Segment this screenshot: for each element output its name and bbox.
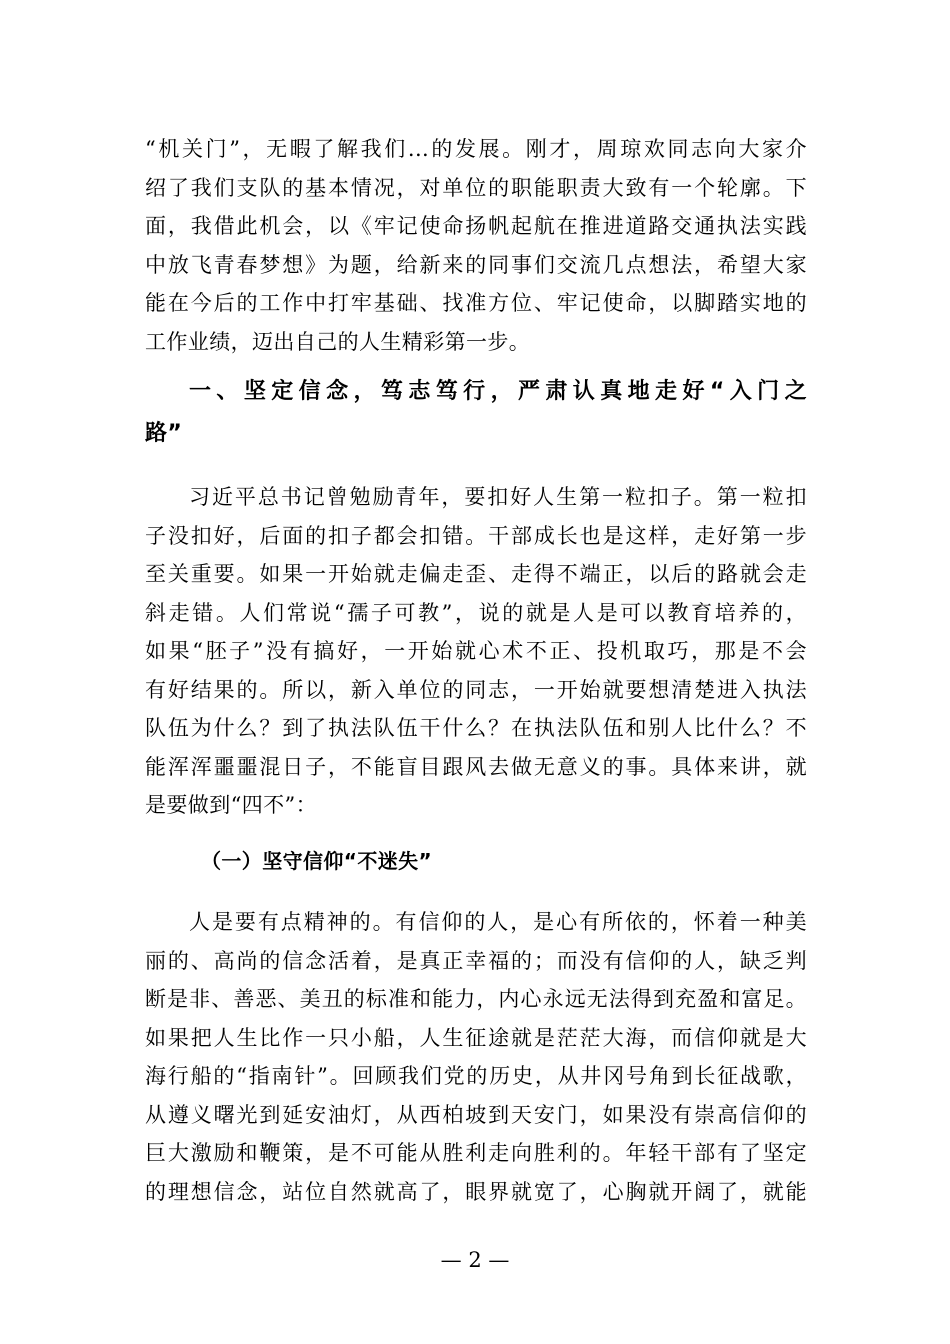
page-number: — 2 — (440, 1248, 510, 1272)
text-line: 如果把人生比作一只小船，人生征途就是茫茫大海，而信仰就是大 (145, 1025, 807, 1050)
heading-line: 一、坚定信念，笃志笃行，严肃认真地走好“入门之 (189, 379, 807, 404)
text-line: 人是要有点精神的。有信仰的人，是心有所依的，怀着一种美 (189, 910, 807, 934)
text-line: 斜走错。人们常说“孺子可教”，说的就是人是可以教育培养的， (145, 600, 807, 625)
heading-line: 路” (145, 421, 183, 446)
subsection-heading-1 (145, 842, 807, 881)
text-line: 有好结果的。所以，新入单位的同志，一开始就要想清楚进入执法 (145, 677, 807, 702)
text-line: 至关重要。如果一开始就走偏走歪、走得不端正，以后的路就会走 (145, 562, 807, 586)
text-line: 海行船的“指南针”。回顾我们党的历史，从井冈号角到长征战歌， (145, 1064, 807, 1088)
text-line: 中放飞青春梦想》为题，给新来的同事们交流几点想法，希望大家 (145, 252, 807, 277)
text-line: 丽的、高尚的信念活着，是真正幸福的；而没有信仰的人，缺乏判 (145, 948, 807, 973)
text-line: 子没扣好，后面的扣子都会扣错。干部成长也是这样，走好第一步 (145, 523, 807, 548)
heading-line: （一）坚守信仰“不迷失” (201, 849, 433, 873)
text-line: 能在今后的工作中打牢基础、找准方位、牢记使命，以脚踏实地的 (145, 291, 807, 315)
text-line: 从遵义曙光到延安油灯，从西柏坡到天安门，如果没有崇高信仰的 (145, 1102, 807, 1127)
subsection-1-paragraph (145, 903, 807, 1211)
text-line: 是要做到“四不”： (145, 793, 318, 817)
text-line: 的理想信念，站位自然就高了，眼界就宽了，心胸就开阔了，就能 (145, 1179, 807, 1204)
text-line: 面，我借此机会，以《牢记使命扬帆起航在推进道路交通执法实践 (145, 214, 807, 238)
text-line: 队伍为什么？到了执法队伍干什么？在执法队伍和别人比什么？不 (145, 716, 807, 740)
section-heading-1 (145, 371, 807, 455)
text-line: 巨大激励和鞭策，是不可能从胜利走向胜利的。年轻干部有了坚定 (145, 1141, 807, 1165)
text-line: 绍了我们支队的基本情况，对单位的职能职责大致有一个轮廓。下 (145, 175, 807, 200)
text-line: “机关门”，无暇了解我们...的发展。刚才，周琼欢同志向大家介 (145, 137, 807, 161)
section-1-paragraph (145, 478, 807, 825)
text-line: 如果“胚子”没有搞好，一开始就心术不正、投机取巧，那是不会 (145, 639, 807, 663)
text-line: 能浑浑噩噩混日子，不能盲目跟风去做无意义的事。具体来讲，就 (145, 754, 807, 779)
text-line: 习近平总书记曾勉励青年，要扣好人生第一粒扣子。第一粒扣 (189, 485, 807, 509)
text-line: 断是非、善恶、美丑的标准和能力，内心永远无法得到充盈和富足。 (145, 987, 807, 1011)
text-line: 工作业绩，迈出自己的人生精彩第一步。 (145, 329, 531, 354)
intro-paragraph (145, 130, 807, 361)
